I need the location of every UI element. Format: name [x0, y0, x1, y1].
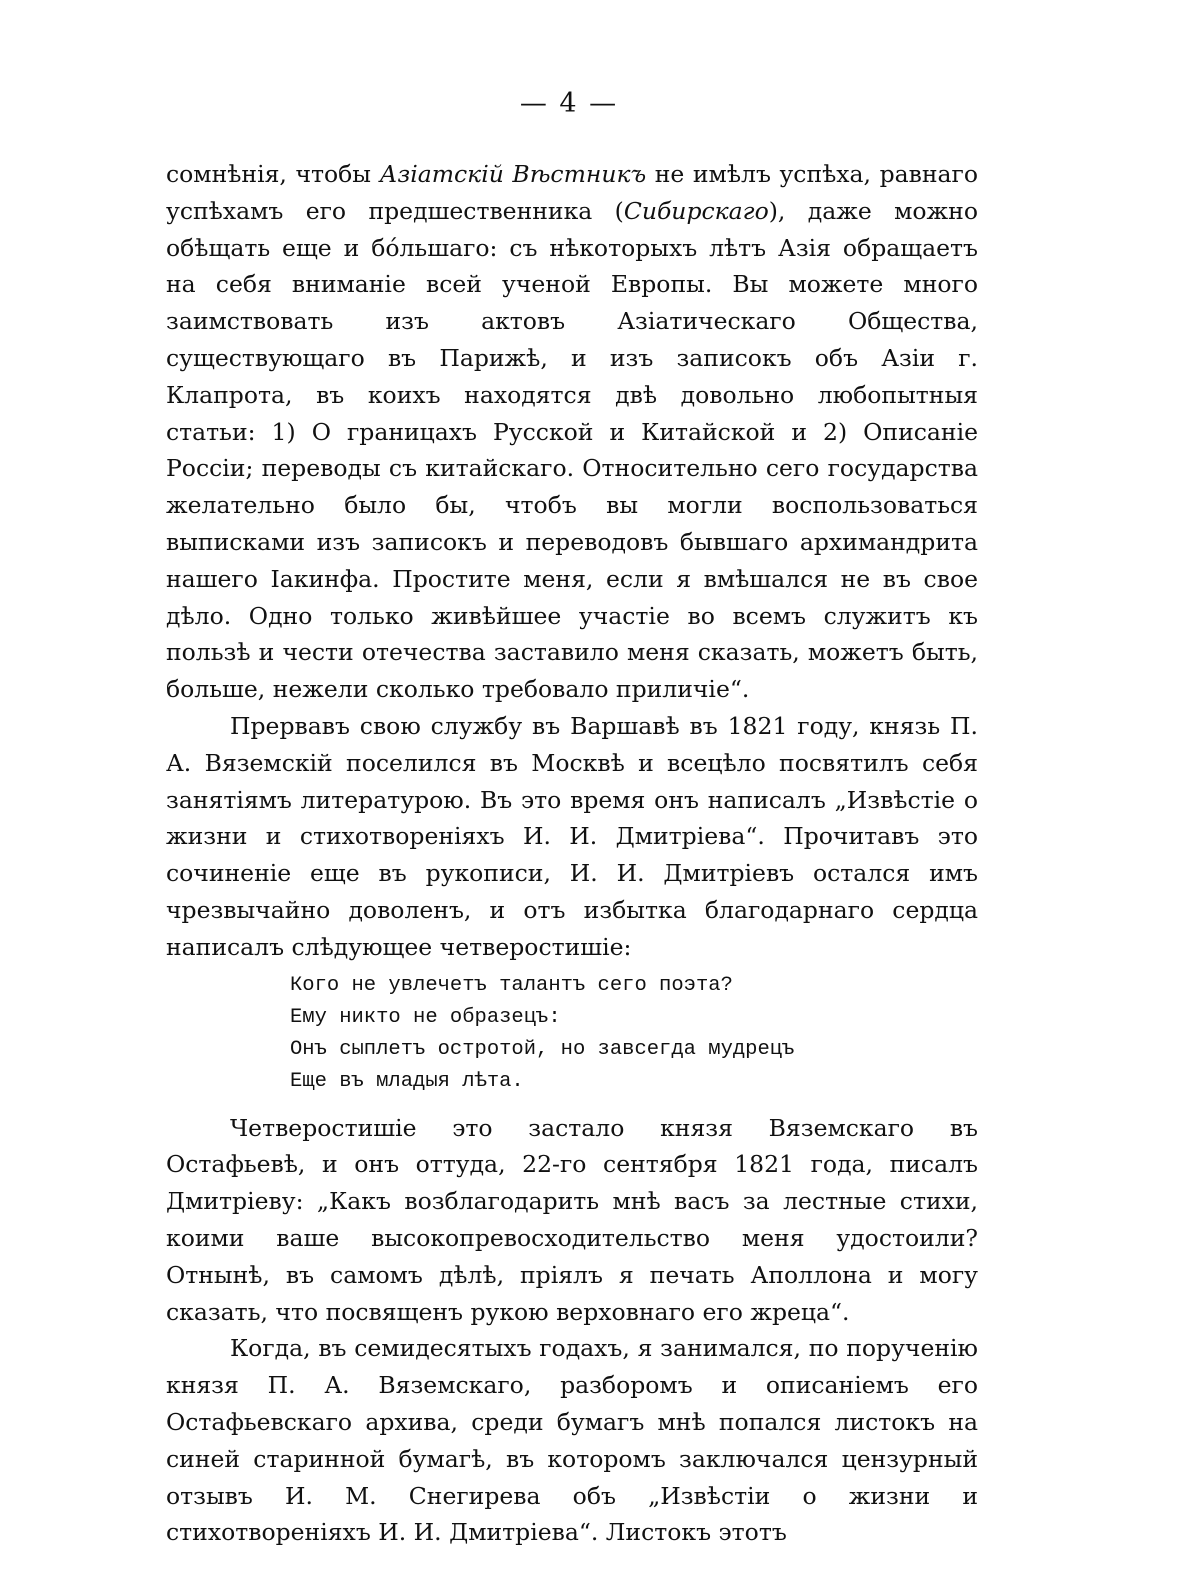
body-text — [166, 156, 978, 1551]
poem-line: Ему никто не образецъ: — [290, 1005, 561, 1029]
text-run: не имѣлъ успѣха, равнаго успѣхамъ его предшественника ( — [166, 160, 979, 225]
page-number: — 4 — — [519, 88, 619, 119]
quatrain — [290, 970, 978, 1098]
paragraph-archive: Когда, въ семидесятыхъ годахъ, я занимался, по порученію князя П. А. Вяземскаго, разборомъ и описаніемъ его Остафьевскаго архива, среди бумагъ мнѣ попался листокъ на синей старинной бумагѣ, въ которомъ заключался цензурный отзывъ И. М. Снегирева объ „Извѣстіи о жизни и стихотвореніяхъ И. И. Дмитріева“. Листокъ этотъ — [166, 1334, 978, 1547]
book-page — [166, 88, 978, 1551]
paragraph-vyazemsky — [166, 708, 978, 966]
italic-title-siberian: Сибирскаго — [623, 196, 769, 225]
text-run: ), даже можно обѣщать еще и бóльшаго: съ нѣкоторыхъ лѣтъ Азія обращаетъ на себя вниманіе всей ученой Европы. Вы можете много заимствовать изъ актовъ Азіатическаго Общества, существующаго въ Парижѣ, и изъ записокъ объ Азіи г. Клапрота, въ коихъ находятся двѣ довольно любопытныя статьи: 1) О границахъ Русской и Китайской и 2) Описаніе Россіи; переводы съ китайскаго. Относительно сего государства желательно было бы, чтобъ вы могли воспользоваться выписками изъ записокъ и переводовъ бывшаго архимандрита нашего Іакинфа. Простите меня, если я вмѣшался не въ свое дѣло. Одно только живѣйшее участіе во всемъ служитъ къ пользѣ и чести отечества заставило меня сказать, можетъ быть, больше, нежели сколько требовало приличіе“. — [166, 196, 978, 704]
italic-title-asiatic-herald: Азіатскій Вѣстникъ — [379, 160, 647, 188]
poem-line: Еще въ младыя лѣта. — [290, 1069, 524, 1093]
text-run: Прервавъ свою службу въ Варшавѣ въ 1821 году, князь П. А. Вяземскій поселился въ Москвѣ и всецѣло посвятилъ себя занятіямъ литературою. Въ это время онъ написалъ „Извѣстіе о жизни и стихотвореніяхъ И. И. Дмитріева“. Прочитавъ это сочиненіе еще въ рукописи, И. И. Дмитріевъ остался имъ чрезвычайно доволенъ, и отъ избытка благодарнаго сердца написалъ слѣдующее четверостишіе: — [166, 711, 978, 961]
poem-line: Онъ сыплетъ остротой, но завсегда мудрецъ — [290, 1037, 795, 1061]
text-run: сомнѣнія, чтобы — [166, 160, 380, 188]
paragraph-continued — [166, 156, 978, 708]
paragraph-ostafyevo: Четверостишіе это застало князя Вяземскаго въ Остафьевѣ, и онъ оттуда, 22-го сентября 1821 года, писалъ Дмитріеву: „Какъ возблагодарить мнѣ васъ за лестные стихи, коими ваше высокопревосходительство меня удостоили? Отнынѣ, въ самомъ дѣлѣ, пріялъ я печать Аполлона и могу сказать, что посвященъ рукою верховнаго его жреца“. — [166, 1113, 978, 1326]
poem-line: Кого не увлечетъ талантъ сего поэта? — [290, 973, 733, 997]
